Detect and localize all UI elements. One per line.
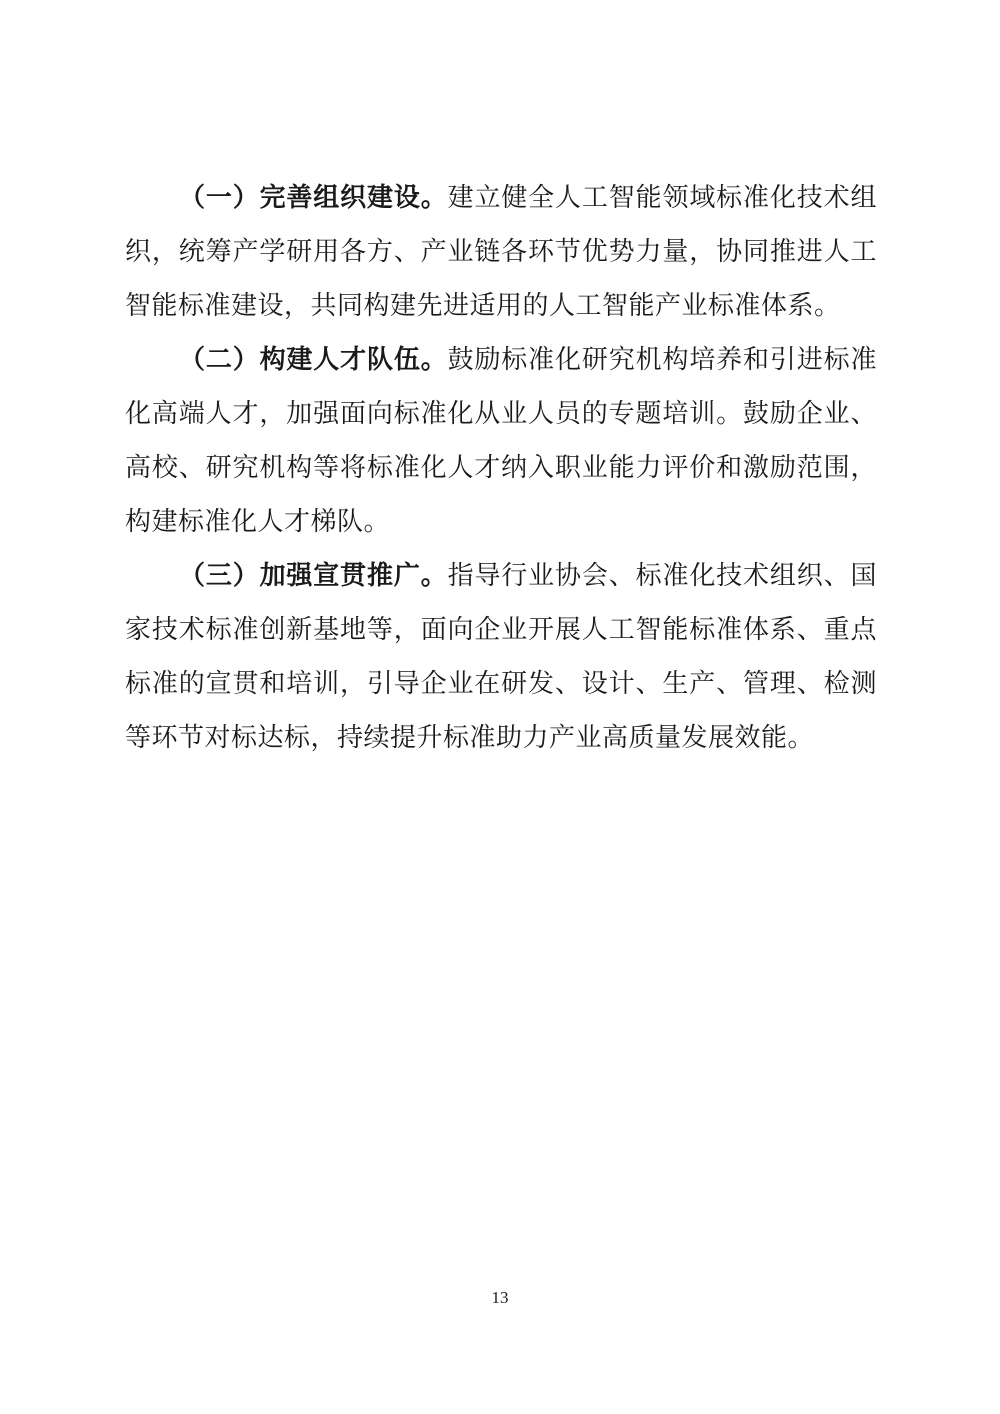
paragraph-talent [125,333,877,549]
document-body [125,171,877,765]
paragraph-text: 建立健全人工智能领域标准化技术组织，统筹产学研用各方、产业链各环节优势力量，协同推进人工智能标准建设，共同构建先进适用的人工智能产业标准体系。 [125,183,877,321]
paragraph-heading: （三）加强宣贯推广。 [179,561,448,591]
paragraph-text: 指导行业协会、标准化技术组织、国家技术标准创新基地等，面向企业开展人工智能标准体系、重点标准的宣贯和培训，引导企业在研发、设计、生产、管理、检测等环节对标达标，持续提升标准助力产业高质量发展效能。 [125,561,877,753]
paragraph-organization [125,171,877,333]
paragraph-heading: （二）构建人才队伍。 [179,345,448,375]
paragraph-heading: （一）完善组织建设。 [179,183,448,213]
paragraph-promotion [125,549,877,765]
paragraph-text: 鼓励标准化研究机构培养和引进标准化高端人才，加强面向标准化从业人员的专题培训。鼓励企业、高校、研究机构等将标准化人才纳入职业能力评价和激励范围，构建标准化人才梯队。 [125,345,877,537]
page-number: 13 [491,1288,509,1307]
